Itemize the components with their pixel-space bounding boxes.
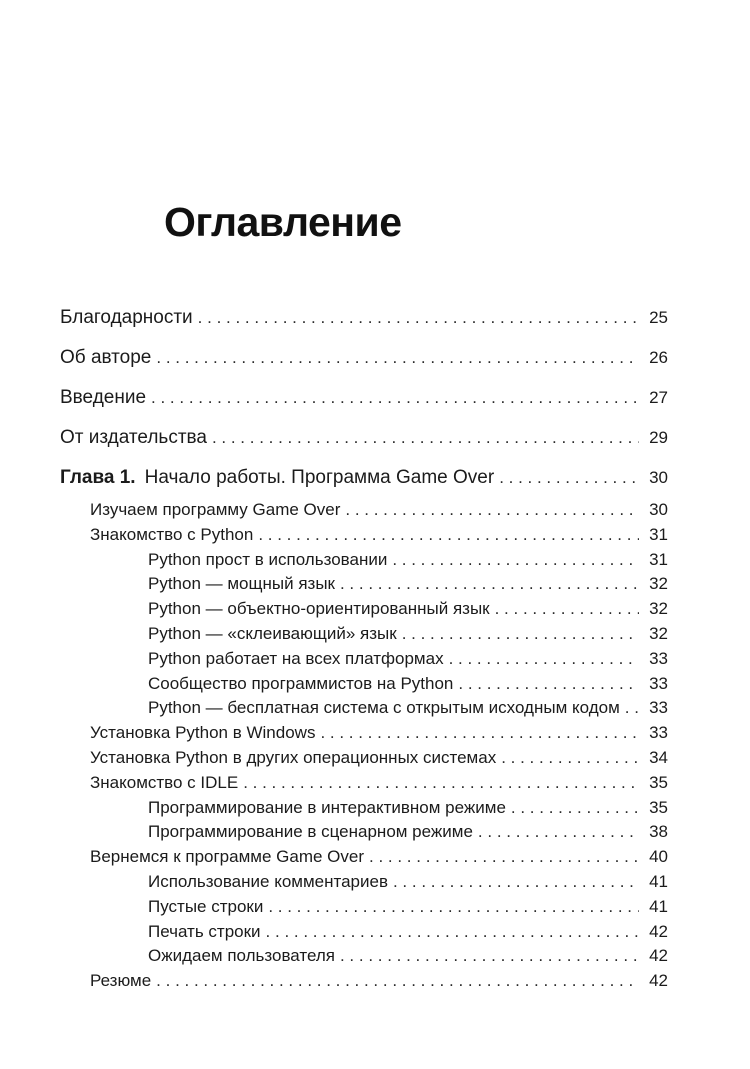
toc-entry-label: Знакомство с Python: [90, 524, 254, 544]
toc-page-number: 35: [649, 797, 668, 817]
dot-leader: [198, 308, 639, 328]
toc-entry-label: Программирование в сценарном режиме: [148, 822, 473, 842]
toc-entry-row: [90, 845, 668, 870]
toc-entry-label: Python — объектно-ориентированный язык: [148, 599, 490, 619]
toc-entry-label: Вернемся к программе Game Over: [90, 847, 365, 867]
toc-page-number: 32: [649, 623, 668, 643]
toc-page-number: 29: [649, 428, 668, 447]
toc-entry-label: Об авторе: [60, 347, 152, 368]
toc-entry-label: Python работает на всех платформах: [148, 648, 444, 668]
toc-entry-row: [148, 895, 668, 920]
toc-page-number: 30: [649, 500, 668, 519]
toc-page-number: 31: [649, 524, 668, 544]
toc-page-number: 32: [649, 574, 668, 594]
toc-entry-label: Установка Python в других операционных системах: [90, 747, 497, 767]
toc-entry-label: Знакомство с IDLE: [90, 772, 239, 792]
toc-entry-row: [148, 597, 668, 622]
dot-leader: [449, 647, 639, 672]
toc-page-number: 41: [649, 896, 668, 916]
toc-page-number: 27: [649, 388, 668, 407]
toc-page-number: 25: [649, 308, 668, 327]
toc-entry-label: Благодарности: [60, 307, 193, 328]
dot-leader: [268, 895, 639, 920]
dot-leader: [369, 845, 639, 870]
toc-page-number: 42: [649, 971, 668, 991]
page-title: Оглавление: [164, 199, 402, 245]
toc-entry-label: Начало работы. Программа Game Over: [144, 467, 495, 488]
toc-page-number: 33: [649, 673, 668, 693]
toc-entry-row: [60, 348, 668, 368]
toc-entry-row: [148, 820, 668, 845]
dot-leader: [156, 348, 639, 368]
toc-entry-label: Введение: [60, 387, 147, 408]
chapter-number-label: Глава 1.: [60, 467, 136, 488]
toc-page-number: 32: [649, 599, 668, 619]
toc-page-number: 26: [649, 348, 668, 367]
toc-page-number: 35: [649, 772, 668, 792]
dot-leader: [393, 870, 639, 895]
toc-entry-row: [148, 696, 668, 721]
toc-entry-label: Использование комментариев: [148, 871, 388, 891]
toc-entry-row: [90, 746, 668, 771]
dot-leader: [266, 920, 639, 945]
dot-leader: [345, 498, 639, 523]
toc-entry-row: [148, 672, 668, 697]
toc-page-number: 33: [649, 723, 668, 743]
dot-leader: [340, 572, 639, 597]
toc-entry-row: [148, 920, 668, 945]
toc-entry-label: От издательства: [60, 427, 207, 448]
dot-leader: [212, 428, 639, 448]
toc-entry-label: Ожидаем пользователя: [148, 946, 335, 966]
toc-page-number: 31: [649, 549, 668, 569]
toc-page-number: 38: [649, 822, 668, 842]
toc-entry-row: [148, 944, 668, 969]
toc-entry-row: [90, 721, 668, 746]
toc-entry-label: Python — мощный язык: [148, 574, 335, 594]
toc-entry-row: [90, 771, 668, 796]
toc-entry-row: [90, 969, 668, 994]
dot-leader: [478, 820, 639, 845]
dot-leader: [258, 523, 639, 548]
toc-entry-label: Печать строки: [148, 921, 261, 941]
toc-entry-row: [60, 468, 668, 488]
toc-entry-row: [148, 622, 668, 647]
toc-page-number: 42: [649, 946, 668, 966]
toc-entry-row: [148, 572, 668, 597]
toc-entry-row: [60, 388, 668, 408]
toc-page-number: 34: [649, 747, 668, 767]
toc-entry-row: [148, 548, 668, 573]
dot-leader: [495, 597, 639, 622]
toc-entry-row: [148, 870, 668, 895]
dot-leader: [499, 468, 639, 488]
toc-page-number: 41: [649, 871, 668, 891]
dot-leader: [243, 771, 639, 796]
toc-entry-label: Резюме: [90, 971, 152, 991]
toc-entry-label: Установка Python в Windows: [90, 723, 316, 743]
dot-leader: [156, 969, 639, 994]
dot-leader: [501, 746, 639, 771]
toc-entry-row: [60, 428, 668, 448]
toc-entry-label: Пустые строки: [148, 896, 264, 916]
dot-leader: [392, 548, 639, 573]
toc-entry-row: [60, 308, 668, 328]
toc-page-number: 33: [649, 698, 668, 718]
toc-entry-row: [148, 796, 668, 821]
dot-leader: [458, 672, 639, 697]
toc-page-number: 30: [649, 468, 668, 487]
toc-entry-label: Программирование в интерактивном режиме: [148, 797, 506, 817]
toc-entry-label: Python — «склеивающий» язык: [148, 623, 397, 643]
toc-entry-label: Изучаем программу Game Over: [90, 500, 341, 519]
toc-page-number: 40: [649, 847, 668, 867]
dot-leader: [511, 796, 639, 821]
toc-entry-row: [90, 498, 668, 523]
dot-leader: [402, 622, 639, 647]
dot-leader: [340, 944, 639, 969]
toc-entry-label: Python прост в использовании: [148, 549, 388, 569]
toc-entry-label: Сообщество программистов на Python: [148, 673, 454, 693]
dot-leader: [625, 696, 639, 721]
toc-entry-label: Python — бесплатная система с открытым исходным кодом: [148, 698, 620, 718]
toc-page-number: 42: [649, 921, 668, 941]
dot-leader: [151, 388, 639, 408]
dot-leader: [320, 721, 639, 746]
toc-entry-row: [90, 523, 668, 548]
toc-list: [60, 308, 668, 994]
toc-page-number: 33: [649, 648, 668, 668]
toc-entry-row: [148, 647, 668, 672]
